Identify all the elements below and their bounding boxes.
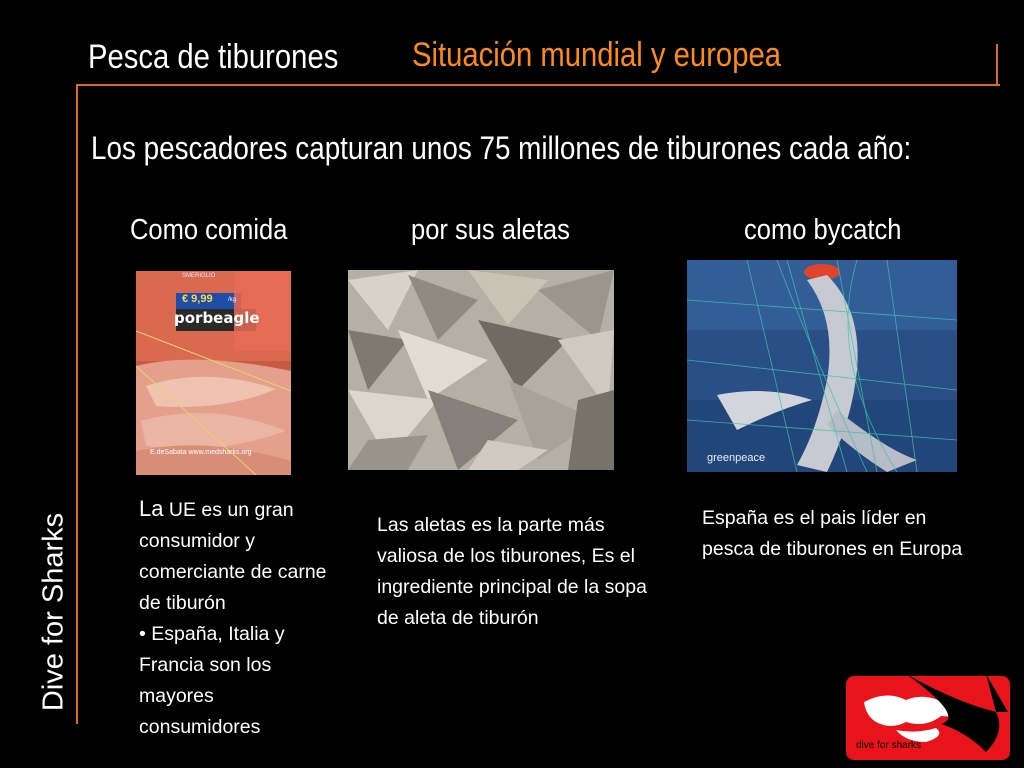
price-tag-name: porbeagle <box>174 309 260 327</box>
photo-credit-medsharks: E.deSabata www.medsharks.org <box>150 449 252 456</box>
food-text-line-2: • España, Italia y Francia son los mayores consumidores <box>139 623 285 738</box>
shark-bycatch-photo <box>687 260 957 472</box>
logo-label: dive for sharks <box>856 740 922 751</box>
column-text-bycatch <box>702 503 972 565</box>
headline: Los pescadores capturan unos 75 millones de tiburones cada año: <box>91 130 912 166</box>
food-text-la: La <box>139 496 164 521</box>
price-tag-unit: /kg <box>228 297 237 303</box>
side-brand-label: Dive for Sharks <box>37 512 70 712</box>
shark-meat-photo <box>136 271 291 475</box>
shark-fins-photo <box>348 270 614 470</box>
column-text-fins <box>377 510 647 634</box>
bycatch-text: España es el pais líder en pesca de tiburones en Europa <box>702 507 963 560</box>
frame-left-rule <box>76 84 78 724</box>
food-text-line-1: La UE es un gran consumidor y comerciante de carne de tiburón <box>139 496 327 614</box>
frame-right-rule <box>996 44 998 86</box>
column-text-food <box>139 493 339 743</box>
fins-text: Las aletas es la parte más valiosa de los tiburones, Es el ingrediente principal de la sopa de aleta de tiburón <box>377 514 647 629</box>
price-tag-price: € 9,99 <box>182 293 213 305</box>
slide-subtitle: Situación mundial y europea <box>412 36 781 74</box>
photo-credit-greenpeace: greenpeace <box>707 452 766 464</box>
slide-title: Pesca de tiburones <box>88 38 339 76</box>
frame-top-rule <box>76 84 1000 86</box>
dive-for-sharks-logo <box>846 672 1010 760</box>
price-tag-brand: SMERIGLIO <box>182 273 216 279</box>
column-heading-fins: por sus aletas <box>411 214 570 246</box>
column-heading-food: Como comida <box>130 214 288 246</box>
column-heading-bycatch: como bycatch <box>744 214 902 246</box>
